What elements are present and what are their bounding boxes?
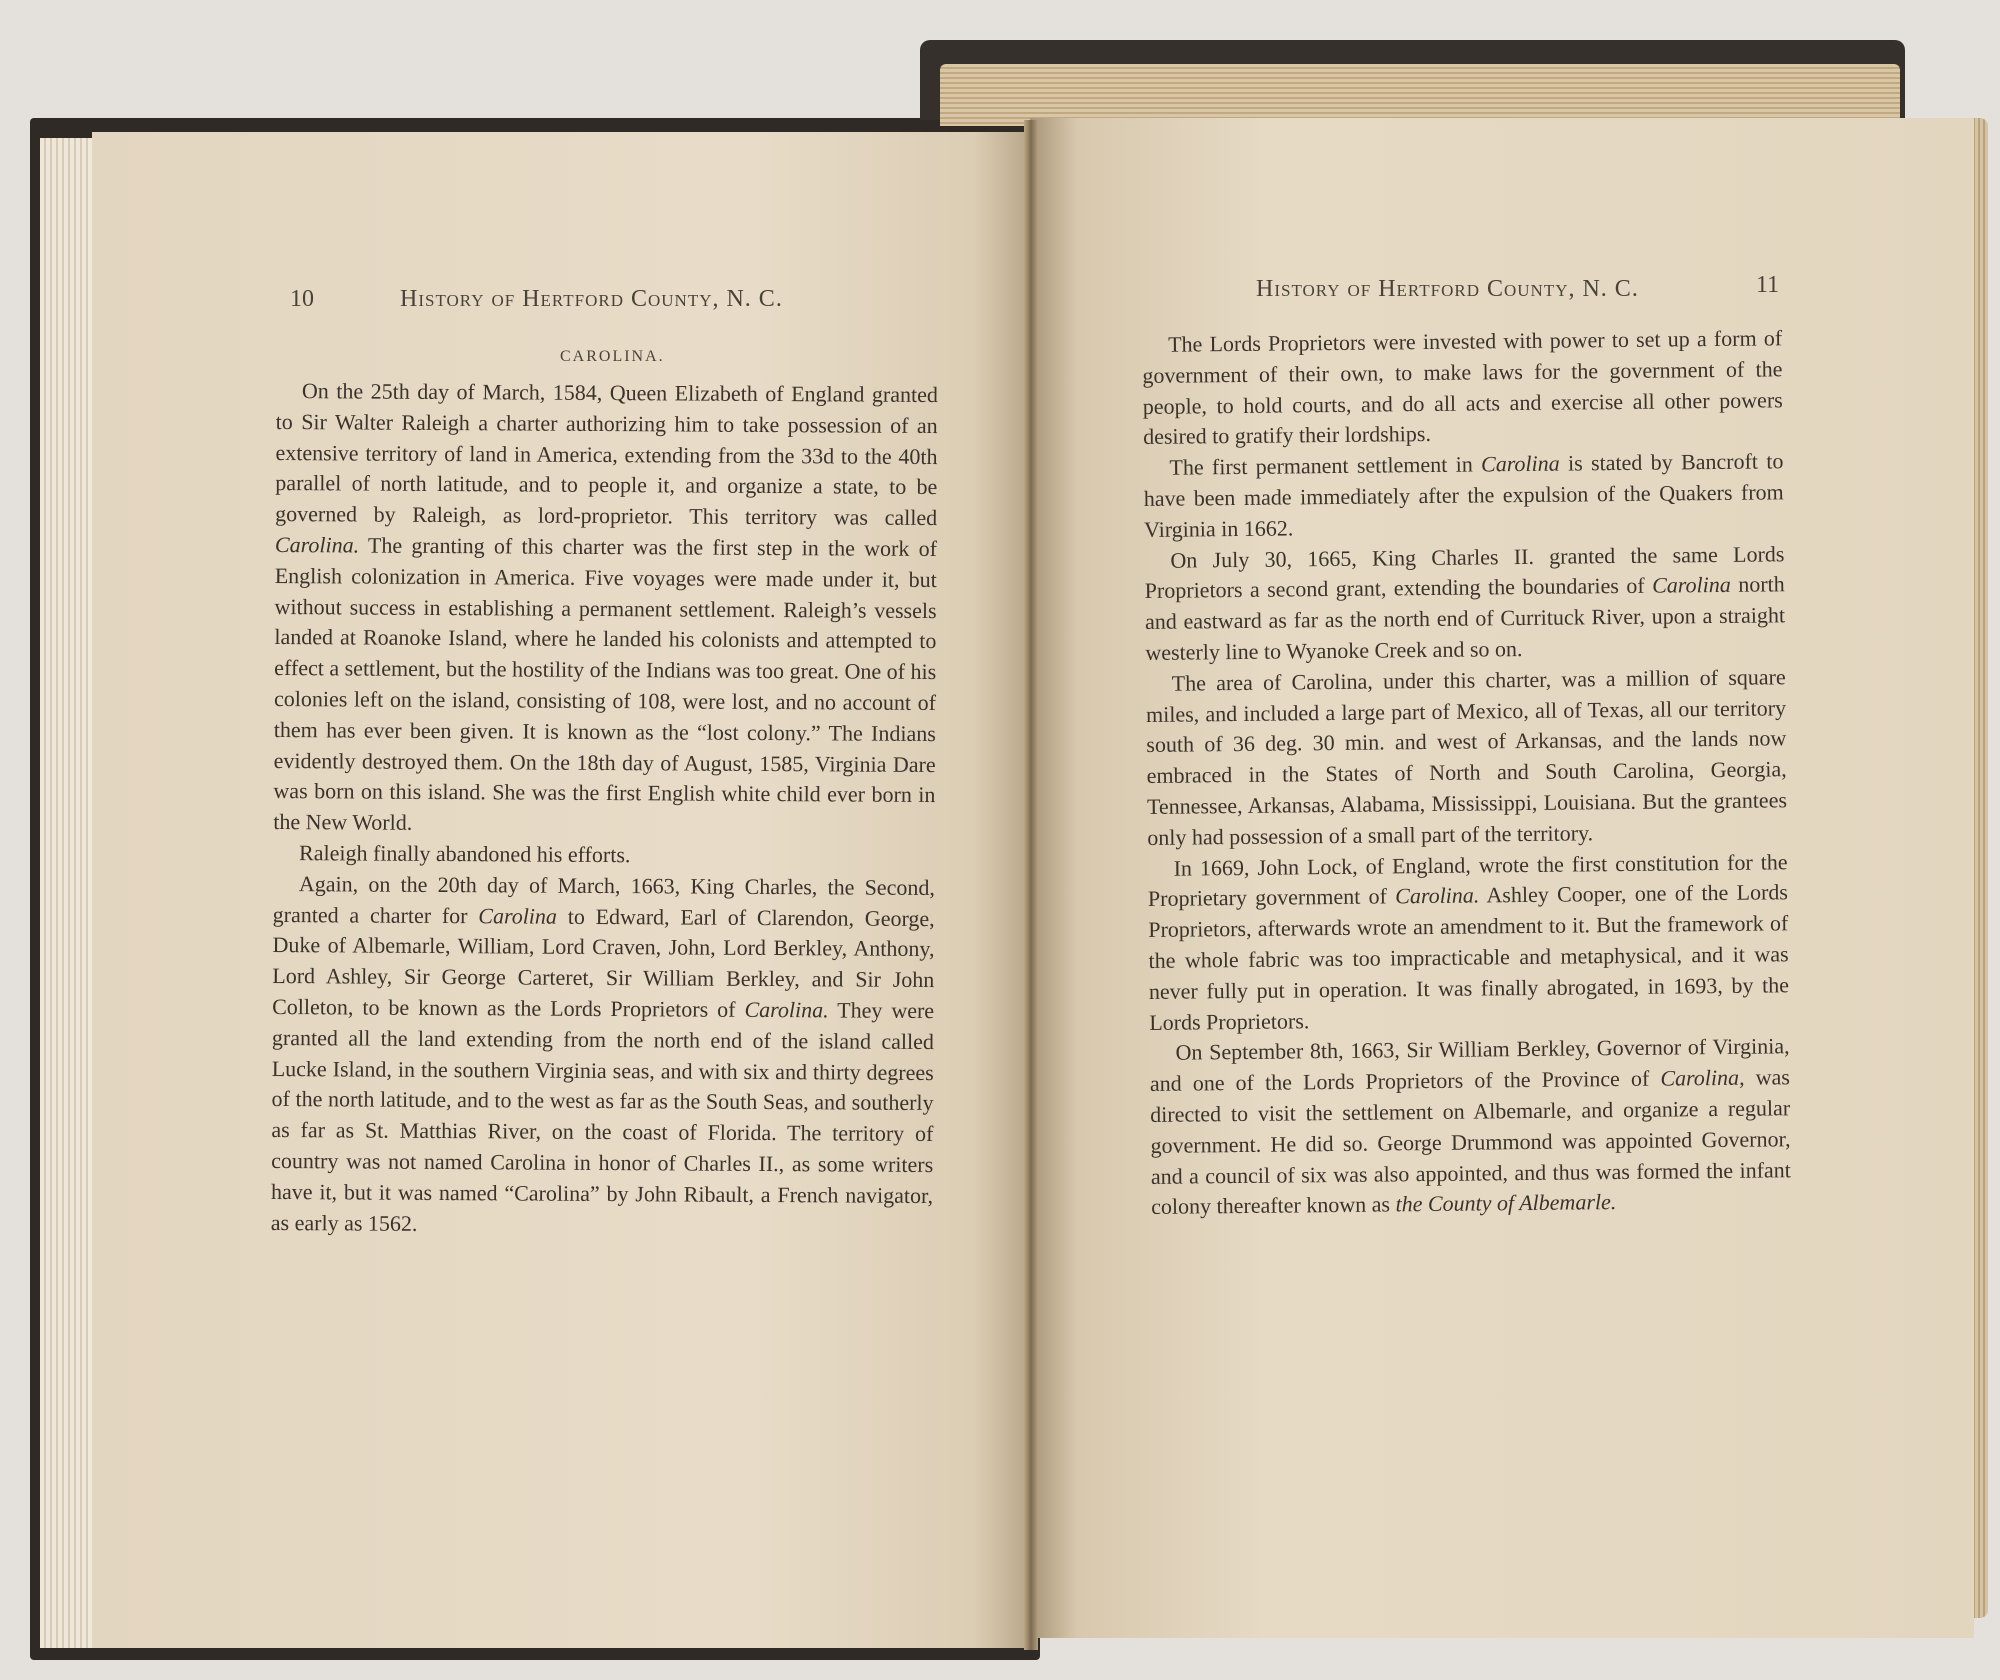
text-run: The first permanent settlement in <box>1169 451 1482 480</box>
text-run: is stated by Bancroft to have been made immediately after the expulsion of the Quakers from Virginia in 1662. <box>1143 448 1784 542</box>
right-page-text <box>1142 323 1791 1223</box>
text-run: Ashley Cooper, one of the Lords Proprietors, afterwards wrote an amendment to it. But the framework of the whole fabric was too impracticable and metaphysical, and it was never fully put in operation. It was finally abrogated, in 1693, by the Lords Proprietors. <box>1148 879 1790 1035</box>
paragraph <box>1147 847 1789 1038</box>
page-edges-top <box>940 64 1900 126</box>
text-run: They were granted all the land extending from the north end of the island called Lucke Island, in the southern Virginia seas, and with six and thirty degrees of the north latitude, and to the west as far as the South Seas, and southerly as far as St. Matthias River, on the coast of Florida. The territory of country was not named Carolina in honor of Charles II., as some writers have it, but it was named “Carolina” by John Ribault, a French navigator, as early as 1562. <box>270 997 935 1236</box>
italic-text: Carolina <box>1652 572 1731 599</box>
text-run: In 1669, John Lock, of England, wrote the first constitution for the Proprietary government of <box>1147 848 1788 912</box>
text-run: The granting of this charter was the first step in the work of English colonization in America. Five voyages were made under it, but without success in establishing a permanent settlement. Raleigh’s vessels landed at Roanoke Island, where he landed his colonists and attempted to effect a settlement, but the hostility of the Indians was too great. One of his colonies left on the island, consisting of 108, were lost, and no account of them has ever been given. It is known as the “lost colony.” The Indians evidently destroyed them. On the 18th day of August, 1585, Virginia Dare was born on this island. She was the first English white child ever born in the New World. <box>273 532 938 835</box>
text-run: Raleigh finally abandoned his efforts. <box>299 840 631 868</box>
paragraph <box>273 376 938 842</box>
paragraph <box>1142 323 1783 453</box>
right-running-head: History of Hertford County, N. C. <box>1256 276 1639 302</box>
section-heading: CAROLINA. <box>560 348 665 365</box>
text-run: was directed to visit the settlement on Albemarle, and organize a regular government. He did so. George Drummond was appointed Governor, and a council of six was also appointed, and thus was formed the infant colony thereafter known as <box>1150 1064 1791 1220</box>
text-run: On the 25th day of March, 1584, Queen Elizabeth of England granted to Sir Walter Raleigh a charter authorizing him to take possession of an extensive territory of land in America, extending from the 33d to the 40th parallel of north latitude, and to people it, and organize a state, to be governed by Raleigh, as lord-proprietor. This territory was called <box>275 378 938 531</box>
italic-text: the County of Albemarle. <box>1395 1189 1617 1217</box>
text-run: On September 8th, 1663, Sir William Berkley, Governor of Virginia, and one of the Lords Proprietors of the Province of <box>1149 1033 1790 1097</box>
left-page-number: 10 <box>290 286 314 312</box>
text-run: The area of Carolina, under this charter, was a million of square miles, and included a large part of Mexico, all of Texas, all our territory south of 36 deg. 30 min. and west of Arkansas, and the lands now embraced in the States of North and South Carolina, Georgia, Tennessee, Arkansas, Alabama, Mississippi, Louisiana. But the grantees only had possession of a small part of the territory. <box>1145 664 1788 850</box>
paragraph <box>1146 662 1788 853</box>
left-running-head: History of Hertford County, N. C. <box>400 286 783 312</box>
right-page-number: 11 <box>1756 272 1780 298</box>
text-run: On July 30, 1665, King Charles II. granted the same Lords Proprietors a second grant, extending the boundaries of <box>1144 540 1785 604</box>
text-run: north and eastward as far as the north end of Currituck River, upon a straight westerly line to Wyanoke Creek and so on. <box>1144 571 1786 665</box>
paragraph <box>271 869 935 1243</box>
italic-text: Carolina <box>1480 450 1560 477</box>
page-edges-left <box>40 138 96 1648</box>
italic-text: Carolina, <box>1660 1064 1745 1091</box>
italic-text: Carolina. <box>1395 882 1480 909</box>
paragraph <box>1149 1032 1791 1223</box>
text-run: to Edward, Earl of Clarendon, George, Duke of Albemarle, William, Lord Craven, John, Lord Berkley, Anthony, Lord Ashley, Sir George Carteret, Sir William Berkley, and Sir John Colleton, to be known as the Lords Proprietors of <box>272 903 935 1022</box>
paragraph <box>273 838 935 873</box>
left-page-text <box>271 376 938 1242</box>
italic-text: Carolina. <box>744 996 829 1023</box>
text-run: Again, on the 20th day of March, 1663, King Charles, the Second, granted a charter for <box>272 870 935 928</box>
text-run: The Lords Proprietors were invested with power to set up a form of government of their own, to make laws for the government of the people, to hold courts, and do all acts and exercise all other powers desired to gratify their lordships. <box>1142 325 1783 450</box>
italic-text: Carolina. <box>274 531 360 558</box>
italic-text: Carolina <box>478 902 558 929</box>
book-gutter <box>1024 120 1038 1650</box>
paragraph <box>1144 539 1785 669</box>
paragraph <box>1143 446 1784 545</box>
